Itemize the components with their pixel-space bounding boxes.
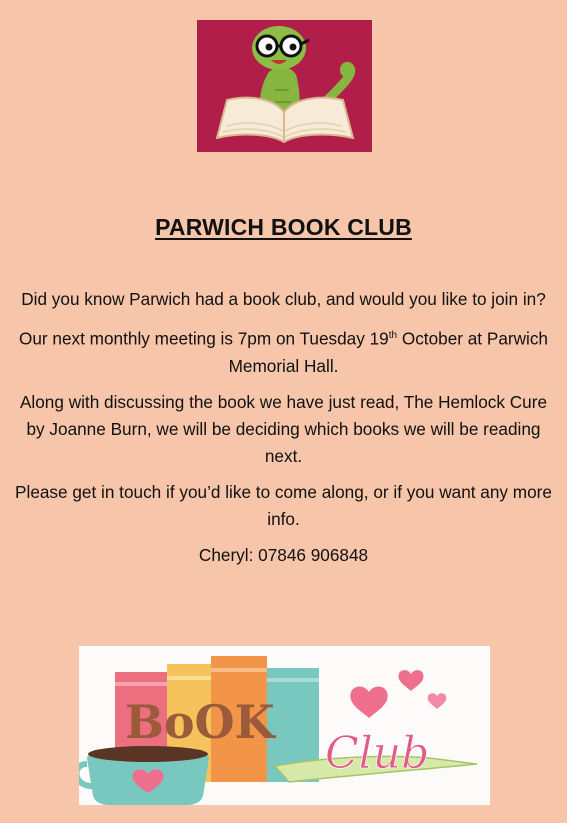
- bookworm-with-glasses-icon: [197, 20, 372, 152]
- meeting-paragraph: [10, 322, 557, 380]
- meeting-text-after: October at Parwich Memorial Hall.: [228, 328, 548, 376]
- contact-prompt-paragraph: Please get in touch if you’d like to come along, or if you want any more info.: [15, 481, 552, 529]
- intro-paragraph: Did you know Parwich had a book club, and would you like to join in?: [21, 289, 546, 309]
- meeting-text-before: Our next monthly meeting is 7pm on Tuesday 19: [18, 328, 389, 349]
- bookworm-illustration: [197, 20, 372, 152]
- logo-word-book: BoOK: [125, 695, 275, 749]
- meeting-date-suffix: th: [388, 330, 398, 341]
- page-title: PARWICH BOOK CLUB: [155, 214, 412, 240]
- book-club-logo: [79, 646, 490, 805]
- coffee-cup-heart-icon: [79, 746, 209, 805]
- discussion-paragraph: Along with discussing the book we have just read, The Hemlock Cure by Joanne Burn, we will be deciding which books we will be reading next.: [19, 391, 548, 466]
- logo-word-club: Club: [325, 728, 430, 779]
- book-club-logo-art: [79, 646, 490, 805]
- announcement-body: [10, 286, 557, 578]
- contact-details: Cheryl: 07846 906848: [198, 544, 369, 565]
